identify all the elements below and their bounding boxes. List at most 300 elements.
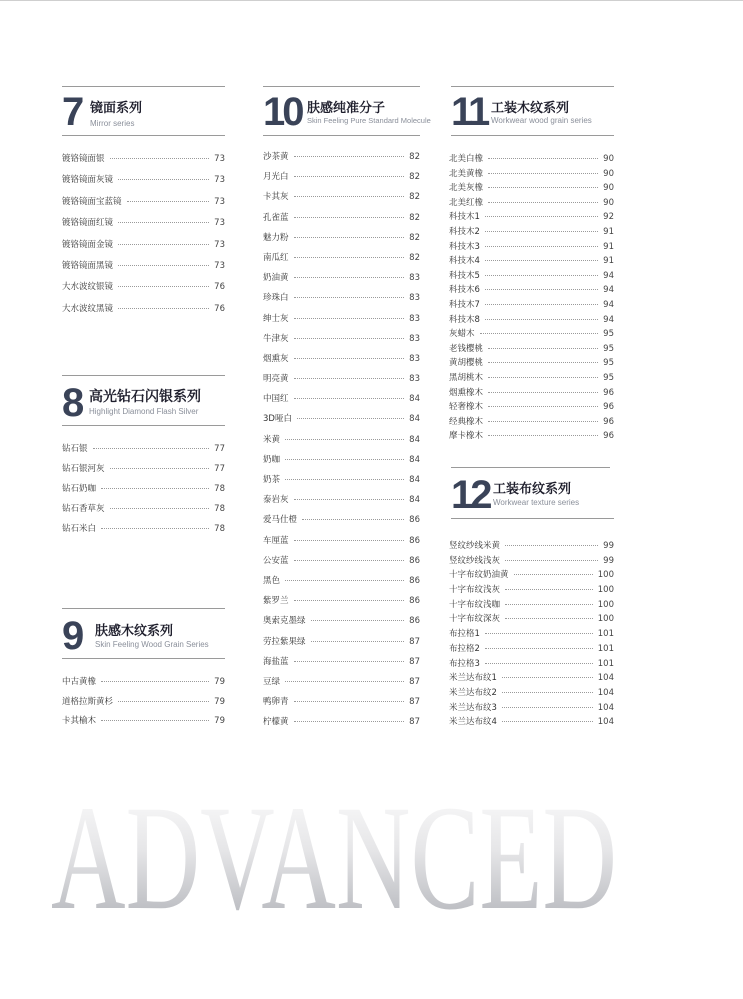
dot-leader <box>294 297 405 298</box>
item-name: 轻奢橡木 <box>449 402 484 413</box>
dot-leader <box>294 338 405 339</box>
item-name: 道格拉斯黄杉 <box>62 696 114 707</box>
item-name: 北美红橡 <box>449 197 484 208</box>
item-name: 科技木6 <box>449 285 480 296</box>
item-name: 魅力粉 <box>263 232 289 243</box>
item-name: 烟熏橡木 <box>449 387 484 398</box>
list-item <box>62 442 225 462</box>
list-item <box>62 173 225 194</box>
dot-leader <box>488 202 598 203</box>
dot-leader <box>285 479 404 480</box>
list-item <box>263 433 420 453</box>
item-name: 公安蓝 <box>263 555 289 566</box>
section-header <box>62 86 225 136</box>
section-title: 镜面系列 <box>90 101 143 116</box>
section-title: 高光钻石闪银系列 <box>89 389 201 405</box>
section-title: 工装布纹系列 <box>493 482 572 497</box>
header-rule-bottom <box>451 135 614 136</box>
item-page-number: 92 <box>603 212 614 223</box>
dot-leader <box>285 580 404 581</box>
item-name: 北美灰橡 <box>449 183 484 194</box>
section-subtitle: Skin Feeling Pure Standard Molecule <box>307 116 431 125</box>
dot-leader <box>502 707 593 708</box>
advanced-watermark <box>44 780 624 920</box>
item-name: 科技木7 <box>449 299 480 310</box>
item-page-number: 86 <box>409 575 420 586</box>
section-number: 12 <box>451 473 490 517</box>
dot-leader <box>294 176 405 177</box>
item-page-number: 91 <box>603 226 614 237</box>
dot-leader <box>118 286 209 287</box>
dot-leader <box>485 275 598 276</box>
list-item <box>263 453 420 473</box>
item-page-number: 87 <box>409 656 420 667</box>
item-name: 奶茶 <box>263 475 281 485</box>
section-header <box>62 608 225 659</box>
list-item <box>263 312 420 332</box>
item-name: 镀铬镜面黑镜 <box>62 260 114 271</box>
list-item <box>263 392 420 412</box>
section-subtitle: Workwear wood grain series <box>491 116 592 125</box>
list-item <box>62 675 225 695</box>
item-name: 绅士灰 <box>263 313 289 324</box>
list-item <box>449 283 614 298</box>
item-page-number: 79 <box>214 677 225 687</box>
item-list <box>62 675 225 734</box>
dot-leader <box>488 348 598 349</box>
dot-leader <box>488 406 598 407</box>
item-name: 劳拉紫果绿 <box>263 636 306 647</box>
list-item <box>449 554 614 569</box>
header-rule-bottom <box>451 518 614 519</box>
header-rule-bottom <box>62 658 225 659</box>
section-subtitle: Mirror series <box>90 119 135 128</box>
item-page-number: 95 <box>603 329 614 340</box>
item-name: 车厘蓝 <box>263 535 289 546</box>
dot-leader <box>294 378 405 379</box>
item-page-number: 91 <box>603 256 614 267</box>
dot-leader <box>505 560 598 561</box>
item-name: 经典橡木 <box>449 416 484 427</box>
item-name: 孔雀蓝 <box>263 212 289 223</box>
list-item <box>263 271 420 291</box>
item-page-number: 87 <box>409 636 420 647</box>
item-name: 镀铬镜面灰镜 <box>62 175 114 186</box>
item-page-number: 86 <box>409 535 420 546</box>
item-name: 十字布纹浅灰 <box>449 585 501 596</box>
list-item <box>62 695 225 715</box>
item-name: 奥索克墨绿 <box>263 616 306 627</box>
list-item <box>62 482 225 502</box>
dot-leader <box>505 545 598 546</box>
item-page-number: 73 <box>214 175 225 186</box>
item-list <box>62 152 225 323</box>
item-page-number: 90 <box>603 197 614 208</box>
list-item <box>449 225 614 240</box>
item-name: 黑色 <box>263 575 281 586</box>
header-rule-top <box>62 375 225 376</box>
item-page-number: 94 <box>603 270 614 281</box>
item-name: 紫罗兰 <box>263 596 289 607</box>
list-item <box>263 594 420 614</box>
item-page-number: 87 <box>409 697 420 708</box>
item-page-number: 82 <box>409 252 420 263</box>
item-name: 奶油黄 <box>263 273 289 284</box>
list-item <box>263 715 420 735</box>
dot-leader <box>118 701 209 702</box>
dot-leader <box>488 187 598 188</box>
list-item <box>449 356 614 371</box>
item-page-number: 86 <box>409 616 420 627</box>
item-page-number: 101 <box>597 658 614 669</box>
item-name: 科技木3 <box>449 241 480 252</box>
section-title: 肤感木纹系列 <box>95 624 174 639</box>
list-item <box>449 269 614 284</box>
item-name: 牛津灰 <box>263 333 289 344</box>
dot-leader <box>285 439 404 440</box>
item-page-number: 73 <box>214 260 225 271</box>
section-subtitle: Skin Feeling Wood Grain Series <box>95 640 209 649</box>
item-name: 布拉格3 <box>449 658 480 669</box>
dot-leader <box>485 260 598 261</box>
item-list <box>263 150 420 735</box>
item-page-number: 99 <box>603 541 614 551</box>
section-highlight-diamond-flash-silver <box>62 375 225 534</box>
item-name: 爱马仕橙 <box>263 515 298 526</box>
list-item <box>449 327 614 342</box>
dot-leader <box>110 158 210 159</box>
item-name: 十字布纹浅咖 <box>449 599 501 610</box>
item-name: 布拉格1 <box>449 629 480 640</box>
dot-leader <box>294 701 405 702</box>
dot-leader <box>488 392 598 393</box>
list-item <box>62 714 225 734</box>
item-page-number: 83 <box>409 353 420 364</box>
item-name: 3D哑白 <box>263 414 292 425</box>
list-item <box>449 342 614 357</box>
dot-leader <box>297 418 404 419</box>
item-page-number: 91 <box>603 241 614 252</box>
section-header <box>451 467 614 519</box>
section-header <box>263 86 431 136</box>
item-name: 科技木8 <box>449 314 480 325</box>
dot-leader <box>294 196 405 197</box>
item-name: 镀铬镜面金镜 <box>62 239 114 250</box>
item-page-number: 77 <box>214 463 225 474</box>
dot-leader <box>294 318 405 319</box>
list-item <box>449 254 614 269</box>
item-name: 镀铬镜面银 <box>62 154 105 164</box>
item-name: 科技木5 <box>449 270 480 281</box>
item-page-number: 84 <box>409 495 420 506</box>
dot-leader <box>485 319 598 320</box>
dot-leader <box>294 540 405 541</box>
dot-leader <box>294 600 405 601</box>
dot-leader <box>502 677 593 678</box>
list-item <box>62 522 225 542</box>
dot-leader <box>101 720 209 721</box>
item-page-number: 94 <box>603 285 614 296</box>
item-name: 沙茶黄 <box>263 152 289 162</box>
item-name: 镀铬镜面红镜 <box>62 218 114 229</box>
list-item <box>449 429 614 444</box>
dot-leader <box>485 648 593 649</box>
header-rule-bottom <box>62 135 225 136</box>
item-page-number: 82 <box>409 172 420 183</box>
list-item <box>263 372 420 392</box>
item-list <box>449 539 614 730</box>
item-name: 竖纹纱线浅灰 <box>449 555 501 566</box>
section-skin-feeling-pure-standard-molecule <box>263 86 431 728</box>
list-item <box>449 612 614 627</box>
list-item <box>449 240 614 255</box>
section-number: 11 <box>451 90 488 134</box>
section-title: 工装木纹系列 <box>491 101 570 116</box>
dot-leader <box>302 519 404 520</box>
item-name: 中古黄橡 <box>62 677 97 687</box>
list-item <box>449 196 614 211</box>
item-page-number: 79 <box>214 716 225 726</box>
header-rule-top <box>263 86 420 87</box>
dot-leader <box>485 216 598 217</box>
list-item <box>62 302 225 323</box>
list-item <box>449 715 614 730</box>
item-page-number: 73 <box>214 218 225 229</box>
section-header <box>62 375 225 426</box>
dot-leader <box>485 304 598 305</box>
item-page-number: 94 <box>603 314 614 325</box>
item-name: 中国红 <box>263 394 289 405</box>
list-item <box>449 313 614 328</box>
item-page-number: 84 <box>409 394 420 405</box>
item-name: 米兰达布纹2 <box>449 687 497 698</box>
list-item <box>263 493 420 513</box>
dot-leader <box>118 244 209 245</box>
dot-leader <box>110 468 210 469</box>
list-item <box>449 298 614 313</box>
item-name: 黄胡樱桃 <box>449 358 484 369</box>
dot-leader <box>485 663 593 664</box>
item-page-number: 84 <box>409 475 420 485</box>
list-item <box>62 259 225 280</box>
item-name: 奶咖 <box>263 454 281 465</box>
item-name: 卡其榆木 <box>62 716 97 726</box>
item-page-number: 83 <box>409 313 420 324</box>
item-name: 黑胡桃木 <box>449 372 484 383</box>
section-mirror-series <box>62 86 225 314</box>
dot-leader <box>118 179 209 180</box>
item-name: 米兰达布纹1 <box>449 673 497 684</box>
list-item <box>62 195 225 216</box>
item-page-number: 104 <box>597 687 614 698</box>
list-item <box>263 170 420 190</box>
dot-leader <box>294 156 405 157</box>
item-name: 科技木4 <box>449 256 480 267</box>
list-item <box>449 671 614 686</box>
list-item <box>449 415 614 430</box>
item-name: 海盐蓝 <box>263 656 289 667</box>
list-item <box>62 280 225 301</box>
item-page-number: 82 <box>409 152 420 162</box>
dot-leader <box>505 589 593 590</box>
list-item <box>62 238 225 259</box>
list-item <box>449 400 614 415</box>
item-name: 科技木2 <box>449 226 480 237</box>
header-rule-bottom <box>263 135 420 136</box>
item-page-number: 84 <box>409 434 420 445</box>
dot-leader <box>93 448 210 449</box>
item-page-number: 86 <box>409 555 420 566</box>
item-page-number: 90 <box>603 154 614 164</box>
section-number: 9 <box>62 614 82 658</box>
item-name: 灰蜡木 <box>449 329 475 340</box>
dot-leader <box>294 277 405 278</box>
item-name: 米黄 <box>263 434 281 445</box>
item-name: 钻石银 <box>62 444 88 454</box>
list-item <box>263 190 420 210</box>
list-item <box>449 152 614 167</box>
dot-leader <box>101 681 209 682</box>
item-page-number: 87 <box>409 676 420 687</box>
dot-leader <box>294 237 405 238</box>
item-page-number: 96 <box>603 431 614 442</box>
dot-leader <box>294 217 405 218</box>
dot-leader <box>485 289 598 290</box>
item-name: 北美黄橡 <box>449 168 484 179</box>
dot-leader <box>127 201 210 202</box>
item-page-number: 73 <box>214 154 225 164</box>
dot-leader <box>488 435 598 436</box>
list-item <box>449 598 614 613</box>
list-item <box>449 583 614 598</box>
item-page-number: 83 <box>409 374 420 385</box>
item-name: 卡其灰 <box>263 192 289 203</box>
dot-leader <box>101 488 209 489</box>
section-workwear-texture <box>449 467 614 728</box>
item-name: 柠檬黄 <box>263 717 289 728</box>
section-subtitle: Workwear texture series <box>493 498 580 507</box>
dot-leader <box>485 633 593 634</box>
list-item <box>263 655 420 675</box>
item-name: 十字布纹深灰 <box>449 614 501 625</box>
list-item <box>263 513 420 533</box>
dot-leader <box>485 246 598 247</box>
item-page-number: 83 <box>409 333 420 344</box>
item-page-number: 99 <box>603 555 614 566</box>
section-skin-feeling-wood-grain <box>62 608 225 726</box>
item-page-number: 100 <box>597 585 614 596</box>
item-name: 钻石米白 <box>62 523 97 534</box>
list-item <box>62 462 225 482</box>
list-item <box>263 635 420 655</box>
item-page-number: 76 <box>214 282 225 293</box>
item-page-number: 96 <box>603 416 614 427</box>
header-rule-top <box>62 86 225 87</box>
list-item <box>449 386 614 401</box>
item-page-number: 83 <box>409 273 420 284</box>
list-item <box>263 412 420 432</box>
item-name: 老钱樱桃 <box>449 343 484 354</box>
dot-leader <box>505 604 593 605</box>
section-subtitle: Highlight Diamond Flash Silver <box>89 407 199 416</box>
item-name: 十字布纹奶油黄 <box>449 570 509 581</box>
item-name: 钻石香草灰 <box>62 503 105 514</box>
item-page-number: 82 <box>409 212 420 223</box>
item-name: 烟熏灰 <box>263 353 289 364</box>
list-item <box>263 675 420 695</box>
dot-leader <box>485 231 598 232</box>
item-page-number: 101 <box>597 629 614 640</box>
item-page-number: 78 <box>214 483 225 494</box>
dot-leader <box>505 618 593 619</box>
list-item <box>449 539 614 554</box>
item-name: 摩卡橡木 <box>449 431 484 442</box>
item-name: 钻石奶咖 <box>62 483 97 494</box>
item-page-number: 95 <box>603 358 614 369</box>
list-item <box>449 657 614 672</box>
item-page-number: 100 <box>597 614 614 625</box>
dot-leader <box>480 333 599 334</box>
item-name: 科技木1 <box>449 212 480 223</box>
list-item <box>449 627 614 642</box>
item-page-number: 79 <box>214 696 225 707</box>
dot-leader <box>488 362 598 363</box>
list-item <box>449 210 614 225</box>
section-number: 8 <box>62 381 82 425</box>
item-page-number: 77 <box>214 444 225 454</box>
item-name: 豆绿 <box>263 676 281 687</box>
item-page-number: 90 <box>603 168 614 179</box>
list-item <box>263 332 420 352</box>
advanced-watermark-text: ADVANCED <box>51 780 617 920</box>
section-workwear-wood-grain <box>449 86 614 442</box>
list-item <box>263 534 420 554</box>
item-page-number: 76 <box>214 303 225 314</box>
dot-leader <box>488 377 598 378</box>
header-rule-top <box>451 86 614 87</box>
list-item <box>449 181 614 196</box>
dot-leader <box>502 721 593 722</box>
dot-leader <box>118 222 209 223</box>
list-item <box>449 568 614 583</box>
list-item <box>263 473 420 493</box>
item-name: 南瓜红 <box>263 252 289 263</box>
item-page-number: 94 <box>603 299 614 310</box>
list-item <box>263 614 420 634</box>
item-name: 大水波纹银镜 <box>62 282 114 293</box>
item-page-number: 96 <box>603 402 614 413</box>
header-rule-bottom <box>62 425 225 426</box>
item-name: 泰岩灰 <box>263 495 289 506</box>
list-item <box>263 554 420 574</box>
item-page-number: 78 <box>214 523 225 534</box>
dot-leader <box>294 257 405 258</box>
item-page-number: 104 <box>597 702 614 713</box>
list-item <box>263 251 420 271</box>
item-page-number: 86 <box>409 515 420 526</box>
list-item <box>449 686 614 701</box>
item-name: 鸭卵青 <box>263 697 289 708</box>
list-item <box>62 216 225 237</box>
dot-leader <box>294 499 405 500</box>
list-item <box>263 574 420 594</box>
list-item <box>62 152 225 173</box>
dot-leader <box>311 641 405 642</box>
dot-leader <box>311 620 405 621</box>
item-page-number: 100 <box>597 599 614 610</box>
item-name: 竖纹纱线米黄 <box>449 541 501 551</box>
list-item <box>449 167 614 182</box>
